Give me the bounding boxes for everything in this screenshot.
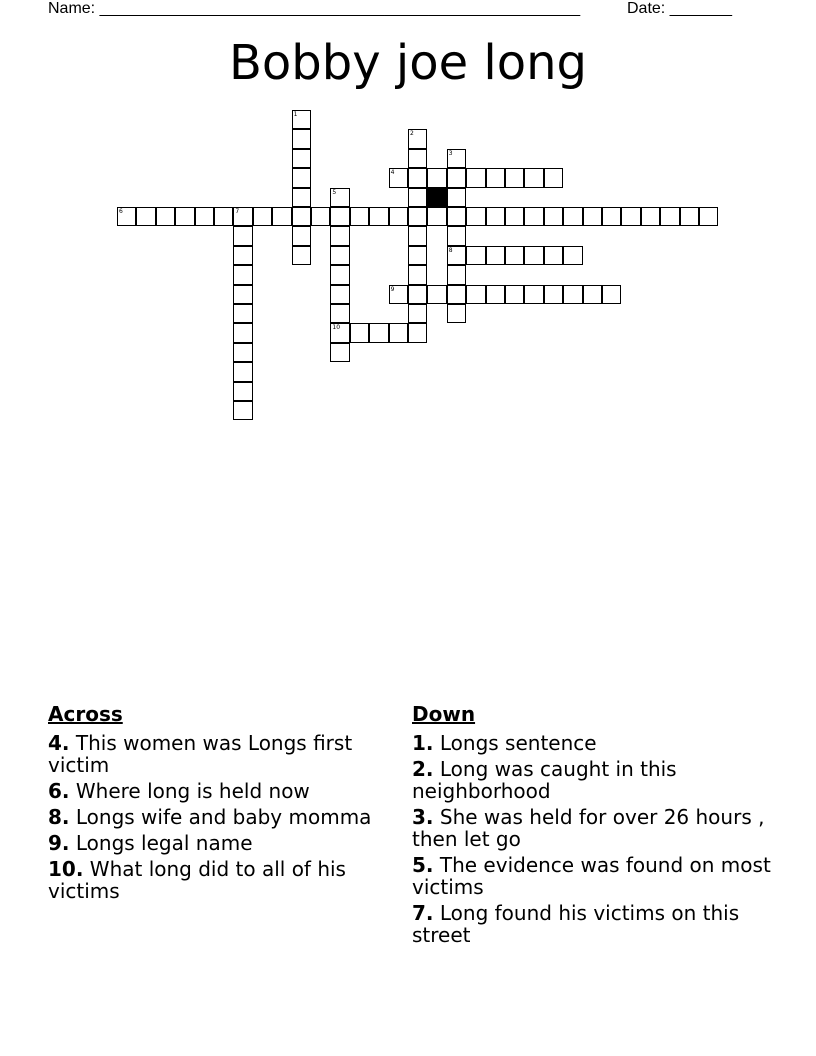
grid-cell[interactable] — [408, 149, 427, 168]
grid-cell[interactable] — [447, 149, 466, 168]
grid-cell[interactable] — [408, 226, 427, 245]
grid-cell[interactable] — [486, 246, 505, 265]
cell-number: 2 — [410, 130, 414, 138]
date-field[interactable]: Date: _______ — [627, 0, 732, 17]
grid-cell[interactable] — [369, 207, 388, 226]
clue-down-7 — [412, 902, 772, 946]
cell-number: 6 — [119, 208, 123, 215]
grid-cell[interactable] — [389, 323, 408, 342]
grid-cell[interactable] — [602, 285, 621, 304]
grid-cell[interactable] — [699, 207, 718, 226]
grid-cell[interactable] — [156, 207, 175, 226]
grid-cell[interactable] — [447, 246, 466, 265]
name-field[interactable]: Name: ______________________________________________________ — [48, 0, 581, 17]
clue-number: 9. — [48, 831, 70, 855]
clue-text: Longs sentence — [439, 731, 597, 755]
grid-cell[interactable] — [350, 323, 369, 342]
grid-cell[interactable] — [292, 188, 311, 207]
clue-number: 6. — [48, 779, 70, 803]
grid-cell[interactable] — [330, 285, 349, 304]
cell-number: 7 — [235, 208, 240, 215]
grid-cell[interactable] — [524, 285, 543, 304]
clue-text: Where long is held now — [75, 779, 310, 803]
grid-cell[interactable] — [563, 207, 582, 226]
grid-cell[interactable] — [330, 226, 349, 245]
grid-cell[interactable] — [233, 382, 252, 401]
cell-number: 9 — [390, 285, 395, 293]
clue-across-8 — [48, 806, 388, 828]
clue-number: 7. — [412, 901, 434, 925]
grid-cell[interactable] — [136, 207, 155, 226]
grid-cell[interactable] — [544, 207, 563, 226]
grid-cell[interactable] — [195, 207, 214, 226]
grid-cell[interactable] — [680, 207, 699, 226]
grid-cell[interactable] — [233, 362, 252, 381]
grid-cell[interactable] — [505, 246, 524, 265]
down-heading: Down — [412, 702, 476, 726]
page-title: Bobby joe long — [229, 35, 587, 91]
grid-cell[interactable] — [427, 285, 446, 304]
clue-number: 3. — [412, 805, 434, 829]
clue-number: 10. — [48, 857, 84, 881]
grid-cell[interactable] — [505, 207, 524, 226]
grid-cell[interactable] — [505, 168, 524, 187]
grid-cell[interactable] — [660, 207, 679, 226]
clue-number: 4. — [48, 731, 70, 755]
clue-text: What long did to all of his victims — [48, 857, 346, 903]
grid-cell[interactable] — [292, 207, 311, 226]
grid-cell[interactable] — [214, 207, 233, 226]
grid-cell[interactable] — [486, 285, 505, 304]
grid-cell[interactable] — [466, 285, 485, 304]
grid-cell[interactable] — [292, 226, 311, 245]
clue-number: 1. — [412, 731, 434, 755]
grid-cell[interactable] — [466, 168, 485, 187]
grid-cell[interactable] — [292, 149, 311, 168]
grid-cell[interactable] — [427, 168, 446, 187]
clue-down-3 — [412, 806, 772, 850]
clue-down-2 — [412, 758, 772, 802]
grid-cell[interactable] — [447, 188, 466, 207]
grid-cell[interactable] — [466, 246, 485, 265]
grid-cell[interactable] — [233, 265, 252, 284]
clue-text: Longs wife and baby momma — [75, 805, 372, 829]
grid-cell[interactable] — [233, 323, 252, 342]
clue-text: Long found his victims on this street — [412, 901, 740, 947]
grid-cell[interactable] — [524, 168, 543, 187]
grid-cell[interactable] — [233, 226, 252, 245]
grid-cell[interactable] — [544, 285, 563, 304]
grid-cell[interactable] — [292, 246, 311, 265]
grid-cell[interactable] — [389, 168, 408, 187]
grid-cell[interactable] — [175, 207, 194, 226]
grid-cell[interactable] — [233, 304, 252, 323]
clue-text: Longs legal name — [75, 831, 253, 855]
across-clues — [48, 702, 388, 906]
cell-number: 5 — [332, 188, 337, 196]
clue-across-10 — [48, 858, 388, 902]
grid-cell[interactable] — [292, 168, 311, 187]
grid-cell[interactable] — [544, 168, 563, 187]
grid-cell[interactable] — [408, 285, 427, 304]
cell-number: 10 — [332, 324, 341, 332]
grid-cell[interactable] — [583, 207, 602, 226]
grid-cell[interactable] — [233, 401, 252, 420]
crossword-grid — [0, 0, 816, 440]
grid-cell[interactable] — [408, 168, 427, 187]
grid-cell[interactable] — [447, 168, 466, 187]
cell-number: 1 — [293, 111, 298, 118]
grid-cell[interactable] — [369, 323, 388, 342]
grid-cell[interactable] — [524, 246, 543, 265]
cell-number: 4 — [390, 169, 395, 177]
grid-cell[interactable] — [408, 246, 427, 265]
grid-cell[interactable] — [505, 285, 524, 304]
grid-cell[interactable] — [330, 304, 349, 323]
grid-cell[interactable] — [330, 207, 349, 226]
clue-down-5 — [412, 854, 772, 898]
grid-cell[interactable] — [330, 265, 349, 284]
grid-cell[interactable] — [233, 343, 252, 362]
grid-cell[interactable] — [621, 207, 640, 226]
cell-number: 3 — [448, 149, 453, 157]
grid-cell[interactable] — [447, 207, 466, 226]
grid-cell[interactable] — [447, 304, 466, 323]
clue-text: The evidence was found on most victims — [412, 853, 771, 899]
grid-cell[interactable] — [486, 207, 505, 226]
grid-cell[interactable] — [350, 207, 369, 226]
clue-text: Long was caught in this neighborhood — [412, 757, 677, 803]
clue-number: 5. — [412, 853, 434, 877]
grid-cell[interactable] — [486, 168, 505, 187]
down-clues — [412, 702, 772, 950]
grid-cell[interactable] — [466, 207, 485, 226]
clue-across-4 — [48, 732, 388, 776]
grid-cell[interactable] — [524, 207, 543, 226]
filled-cell — [427, 188, 446, 207]
grid-cell[interactable] — [272, 207, 291, 226]
grid-cell[interactable] — [447, 265, 466, 284]
grid-cell[interactable] — [408, 304, 427, 323]
grid-cell[interactable] — [544, 246, 563, 265]
across-heading: Across — [48, 702, 123, 726]
grid-cell[interactable] — [563, 285, 582, 304]
clue-down-1 — [412, 732, 772, 754]
clue-across-9 — [48, 832, 388, 854]
grid-cell[interactable] — [447, 285, 466, 304]
grid-cell[interactable] — [311, 207, 330, 226]
clue-across-6 — [48, 780, 388, 802]
grid-cell[interactable] — [583, 285, 602, 304]
grid-cell[interactable] — [330, 188, 349, 207]
grid-cell[interactable] — [563, 246, 582, 265]
cell-number: 8 — [448, 246, 453, 254]
grid-cell[interactable] — [408, 129, 427, 148]
clue-text: She was held for over 26 hours , then let go — [412, 805, 765, 851]
grid-cell[interactable] — [253, 207, 272, 226]
grid-cell[interactable] — [330, 343, 349, 362]
grid-cell[interactable] — [233, 207, 252, 226]
grid-cell[interactable] — [292, 110, 311, 129]
grid-cell[interactable] — [330, 246, 349, 265]
grid-cell[interactable] — [408, 265, 427, 284]
grid-cell[interactable] — [292, 129, 311, 148]
grid-cell[interactable] — [447, 226, 466, 245]
grid-cell[interactable] — [330, 323, 349, 342]
grid-cell[interactable] — [602, 207, 621, 226]
clue-number: 2. — [412, 757, 434, 781]
grid-cell[interactable] — [641, 207, 660, 226]
clue-text: This women was Longs first victim — [48, 731, 353, 777]
grid-cell[interactable] — [427, 207, 446, 226]
grid-cell[interactable] — [408, 323, 427, 342]
grid-cell[interactable] — [408, 188, 427, 207]
grid-cell[interactable] — [233, 246, 252, 265]
grid-cell[interactable] — [117, 207, 136, 226]
clue-number: 8. — [48, 805, 70, 829]
grid-cell[interactable] — [408, 207, 427, 226]
grid-cell[interactable] — [389, 207, 408, 226]
grid-cell[interactable] — [389, 285, 408, 304]
grid-cell[interactable] — [233, 285, 252, 304]
